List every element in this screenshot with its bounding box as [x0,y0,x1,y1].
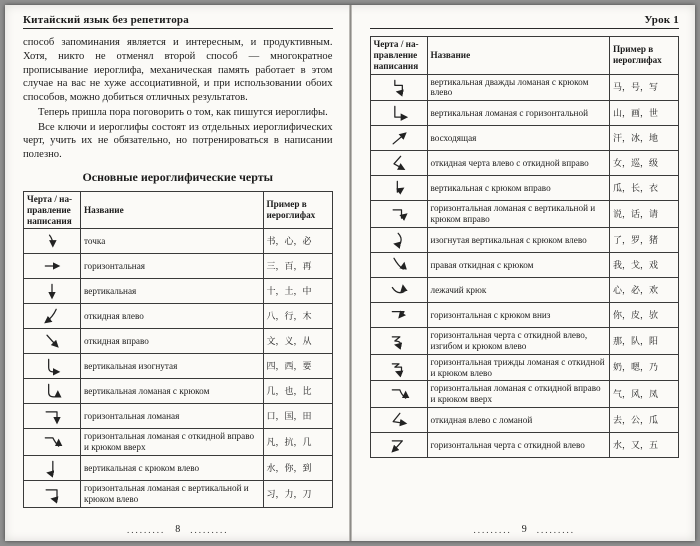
col-header-stroke: Черта / на-правление написания [24,191,81,229]
stroke-symbol-cell [370,278,427,303]
stroke-right-falling-icon [40,331,64,351]
stroke-table-row [370,126,679,151]
stroke-examples: 八，行，木 [263,304,332,329]
stroke-name: горизонтальная ломаная с откидной вправо и крюком вверх [81,429,264,456]
stroke-symbol-cell [370,433,427,458]
stroke-symbol-cell [370,253,427,278]
stroke-symbol-cell [24,481,81,508]
table-head [24,191,333,229]
stroke-name: горизонтальная ломаная с вертикальной и крюком влево [81,481,264,508]
footer-dots: ......... [127,524,166,535]
stroke-table-row [24,429,333,456]
footer-dots: ......... [190,524,229,535]
stroke-horizontal-icon [40,256,64,276]
stroke-symbol-cell [370,354,427,381]
col-header-examples: Пример в иероглифах [610,37,679,75]
stroke-symbol-cell [370,381,427,408]
table-header-row [370,37,679,75]
stroke-horizontal-falling-curve-hook-icon [387,331,411,351]
stroke-symbol-cell [370,408,427,433]
stroke-name: вертикальная ломаная с горизонтальной [427,101,610,126]
page-footer [23,520,333,535]
stroke-symbol-cell [24,304,81,329]
stroke-examples: 文，义，从 [263,329,332,354]
stroke-table-row [370,228,679,253]
stroke-symbol-cell [24,329,81,354]
stroke-left-falling-icon [40,306,64,326]
footer-dots: ......... [473,524,512,535]
stroke-examples: 三，百，再 [263,254,332,279]
stroke-name: вертикальная [81,279,264,304]
stroke-table-row [370,176,679,201]
stroke-table-row [24,229,333,254]
stroke-examples: 气，风，凤 [610,381,679,408]
stroke-name: горизонтальная черта с откидной влево [427,433,610,458]
page-number: 8 [175,524,181,535]
stroke-right-falling-hook-icon [387,255,411,275]
stroke-horizontal-hook-down-icon [387,305,411,325]
stroke-name: горизонтальная [81,254,264,279]
stroke-table-row [24,279,333,304]
stroke-examples: 十，土，中 [263,279,332,304]
stroke-name: вертикальная с крюком вправо [427,176,610,201]
stroke-table-row [24,379,333,404]
stroke-symbol-cell [24,379,81,404]
stroke-name: горизонтальная ломаная с откидной вправо и крюком вверх [427,381,610,408]
stroke-examples: 水，你，到 [263,456,332,481]
stroke-symbol-cell [370,101,427,126]
stroke-examples: 水，又，五 [610,433,679,458]
table-body [24,229,333,507]
stroke-examples: 了，罗，猪 [610,228,679,253]
stroke-examples: 女，巡，级 [610,151,679,176]
stroke-vertical-hook-left-icon [40,458,64,478]
stroke-horizontal-bend-curve-hook-icon [40,432,64,452]
stroke-horizontal-bend-hook-icon [40,484,64,504]
stroke-vertical-right-hook-icon [387,178,411,198]
stroke-symbol-cell [24,404,81,429]
stroke-examples: 几，也，比 [263,379,332,404]
col-header-name: Название [81,191,264,229]
book-spread [5,5,695,541]
stroke-vertical-double-bend-hook-icon [387,77,411,97]
stroke-examples: 山，画，世 [610,101,679,126]
stroke-rising-icon [387,128,411,148]
stroke-examples: 四，西，要 [263,354,332,379]
stroke-table-row [24,481,333,508]
stroke-horizontal-bend-icon [40,406,64,426]
stroke-table-row [24,329,333,354]
stroke-name: откидная влево с ломаной [427,408,610,433]
paragraph: Теперь пришла пора поговорить о том, как пишутся иероглифы. [38,106,328,118]
stroke-table-row [370,381,679,408]
stroke-examples: 心，必，欢 [610,278,679,303]
stroke-name: откидная влево [81,304,264,329]
stroke-table-row [370,303,679,328]
stroke-table-row [24,304,333,329]
stroke-symbol-cell [24,254,81,279]
stroke-symbol-cell [370,201,427,228]
stroke-curved-hook-icon [387,230,411,250]
stroke-name: откидная вправо [81,329,264,354]
footer-dots: ......... [536,524,575,535]
right-page-header: Урок 1 [370,14,680,29]
stroke-name: вертикальная дважды ломаная с крюком влево [427,74,610,101]
stroke-name: правая откидная с крюком [427,253,610,278]
stroke-table-row [370,253,679,278]
stroke-name: вертикальная изогнутая [81,354,264,379]
stroke-table-row [370,433,679,458]
strokes-table-left [23,191,333,508]
left-page [5,5,349,541]
left-page-header: Китайский язык без репетитора [23,14,333,29]
col-header-stroke: Черта / на-правление написания [370,37,427,75]
stroke-examples: 那，队，阳 [610,328,679,355]
stroke-vertical-bend-hook-icon [40,381,64,401]
stroke-horizontal-bend-rising-icon [387,204,411,224]
stroke-examples: 汗，冰，地 [610,126,679,151]
stroke-examples: 口，国，田 [263,404,332,429]
section-title: Основные иероглифические черты [82,169,274,184]
stroke-left-falling-bend-icon [387,410,411,430]
stroke-name: вертикальная с крюком влево [81,456,264,481]
stroke-symbol-cell [370,228,427,253]
stroke-name: горизонтальная с крюком вниз [427,303,610,328]
stroke-lying-hook-icon [387,280,411,300]
stroke-table-row [370,101,679,126]
stroke-name: восходящая [427,126,610,151]
stroke-vertical-curved-icon [40,356,64,376]
stroke-examples: 瓜，长，衣 [610,176,679,201]
stroke-table-row [370,278,679,303]
stroke-symbol-cell [24,229,81,254]
stroke-name: горизонтальная ломаная [81,404,264,429]
stroke-vertical-bend-horizontal-icon [387,103,411,123]
stroke-symbol-cell [24,279,81,304]
stroke-table-row [24,354,333,379]
stroke-name: горизонтальная трижды ломаная с откидной и крюком влево [427,354,610,381]
stroke-name: горизонтальная черта с откидной влево, изгибом и крюком влево [427,328,610,355]
stroke-table-row [370,354,679,381]
stroke-symbol-cell [370,328,427,355]
stroke-vertical-icon [40,281,64,301]
stroke-table-row [370,74,679,101]
stroke-name: горизонтальная ломаная с вертикальной и крюком вправо [427,201,610,228]
stroke-symbol-cell [370,151,427,176]
stroke-table-row [24,254,333,279]
stroke-table-row [370,151,679,176]
stroke-examples: 去，公，瓜 [610,408,679,433]
stroke-examples: 习，力，刀 [263,481,332,508]
stroke-examples: 奶，嗯，乃 [610,354,679,381]
stroke-horizontal-bend-slant-hook-icon [387,384,411,404]
stroke-horizontal-triple-bend-hook-icon [387,358,411,378]
stroke-examples: 马，号，写 [610,74,679,101]
stroke-examples: 你，皮，欤 [610,303,679,328]
stroke-name: изогнутая вертикальная с крюком влево [427,228,610,253]
stroke-table-row [24,456,333,481]
paragraph: Все ключи и иероглифы состоят из отдельных иероглифических черт, учить их не обязательно, но потренироваться в написании полезно. [23,121,333,161]
stroke-horizontal-left-falling-icon [387,435,411,455]
stroke-examples: 我，戈，戏 [610,253,679,278]
stroke-examples: 凡，抗，几 [263,429,332,456]
stroke-symbol-cell [370,74,427,101]
stroke-symbol-cell [24,456,81,481]
paragraph: способ запоминания является и интересным, и продуктивным. Хотя, никто не отменял второй способ — многократное прописывание иероглифа, механическая память работает в этом случае на вас не хуже ассоциативной, и при использовании обоих способов, можно добиться отличных результатов. [23,37,333,104]
stroke-left-falling-dot-icon [387,153,411,173]
right-page [352,5,696,541]
table-head [370,37,679,75]
stroke-table-row [370,328,679,355]
stroke-table-row [370,408,679,433]
stroke-examples: 书，心，必 [263,229,332,254]
stroke-name: откидная черта влево с откидной вправо [427,151,610,176]
stroke-symbol-cell [370,126,427,151]
page-number: 9 [521,524,527,535]
col-header-name: Название [427,37,610,75]
stroke-symbol-cell [370,303,427,328]
stroke-symbol-cell [24,354,81,379]
stroke-examples: 说，话，请 [610,201,679,228]
stroke-name: вертикальная ломаная с крюком [81,379,264,404]
stroke-dot-icon [40,231,64,251]
page-footer [370,520,680,535]
col-header-examples: Пример в иероглифах [263,191,332,229]
stroke-name: лежачий крюк [427,278,610,303]
table-header-row [24,191,333,229]
left-page-body [23,36,333,163]
stroke-table-row [24,404,333,429]
stroke-name: точка [81,229,264,254]
stroke-table-row [370,201,679,228]
stroke-symbol-cell [24,429,81,456]
strokes-table-right [370,36,680,458]
table-body [370,74,679,458]
stroke-symbol-cell [370,176,427,201]
